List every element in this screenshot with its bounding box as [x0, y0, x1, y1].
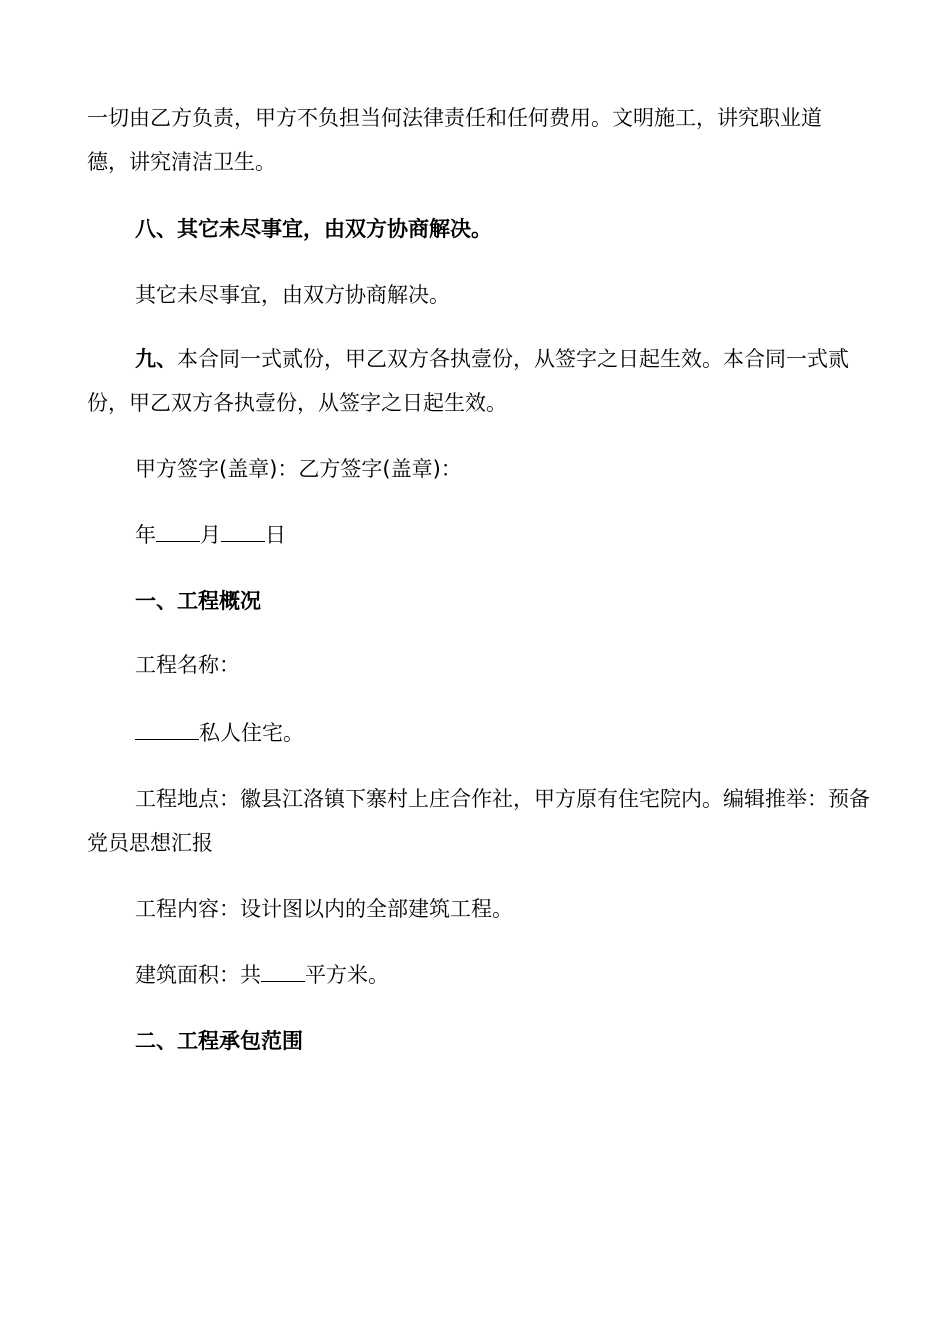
paragraph-responsibility-line-1: 一切由乙方负责，甲方不负担当何法律责任和任何费用。文明施工，讲究职业道	[87, 106, 822, 130]
paragraph-section-9	[87, 337, 877, 425]
project-location: 工程地点：徽县江洛镇下寨村上庄合作社，甲方原有住宅院内。编辑推举：预备党员思想汇报	[87, 787, 870, 855]
heading-section-2: 二、工程承包范围	[135, 1029, 303, 1053]
heading-section-1: 一、工程概况	[135, 589, 261, 613]
project-content: 工程内容：设计图以内的全部建筑工程。	[135, 897, 513, 921]
project-name-line	[87, 711, 877, 755]
project-name-blank	[135, 721, 199, 740]
section-9-number: 九、	[135, 347, 177, 371]
building-area-suffix: 平方米。	[305, 963, 389, 987]
project-name-label: 工程名称：	[135, 653, 240, 677]
date-year-label: 年	[135, 523, 156, 547]
project-name-value: 私人住宅。	[199, 721, 304, 745]
date-month-label: 月	[200, 523, 221, 547]
paragraph-responsibility	[87, 96, 877, 184]
date-blank-year	[156, 523, 200, 542]
paragraph-responsibility-line-2: 德，讲究清洁卫生。	[87, 150, 276, 174]
section-9-body: 本合同一式贰份，甲乙双方各执壹份，从签字之日起生效。本合同一式贰份，甲乙双方各执壹份，从签字之日起生效。	[87, 347, 849, 415]
date-line	[87, 513, 877, 557]
date-day-label: 日	[265, 523, 286, 547]
building-area-blank	[261, 963, 305, 982]
signature-line: 甲方签字(盖章)：乙方签字(盖章)：	[135, 457, 462, 481]
heading-section-8: 八、其它未尽事宜，由双方协商解决。	[135, 217, 492, 241]
date-blank-month	[221, 523, 265, 542]
building-area-prefix: 建筑面积：共	[135, 963, 261, 987]
paragraph-section-8: 其它未尽事宜，由双方协商解决。	[135, 283, 450, 307]
building-area-line	[87, 953, 877, 997]
